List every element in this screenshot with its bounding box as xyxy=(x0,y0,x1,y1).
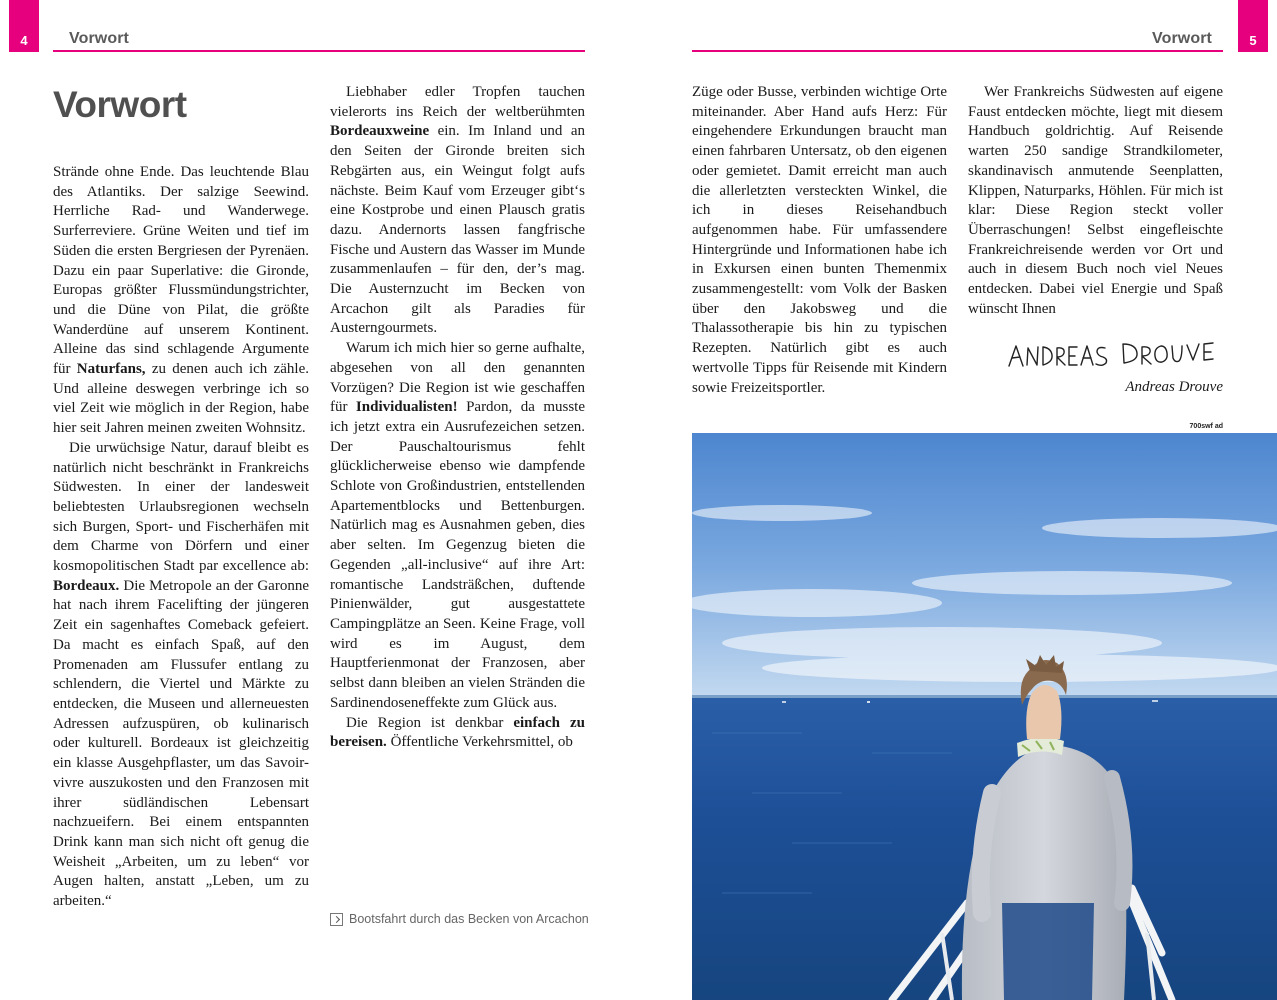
caption-text: Bootsfahrt durch das Becken von Arcachon xyxy=(349,912,589,926)
page-title: Vorwort xyxy=(53,84,187,125)
photo-credit: 700swf ad xyxy=(1189,423,1223,430)
text-column-4 xyxy=(968,83,1223,319)
running-head-right: Vorwort xyxy=(1152,30,1212,47)
page-number-right: 5 xyxy=(1249,33,1257,48)
paragraph: Warum ich mich hier so gerne aufhalte, abgesehen von all den genannten Vorzügen? Die Region ist wie geschaffen für Individualisten! Pardon, da musste ich jetzt extra ein Ausrufezeichen setzen. Der Pauschaltourismus fehlt glücklicherweise ebenso wie dampfende Schlote von Großindustrien, entstellenden Apartementblocks und Bettenburgen. Natürlich mag es Ausnahmen geben, dies aber selten. Im Gegenzug bieten die Gegenden „all-inclusive“ auf ihre Art: romantische Landsträßchen, duftende Pinienwälder, gut ausgestattete Campingplätze an Seen. Keine Frage, voll wird es im August, dem Hauptferienmonat der Franzosen, aber selbst dann bleiben an vielen Stränden die Sardinendoseneffekte zum Glück aus. xyxy=(330,340,585,711)
page-number-tab-left xyxy=(9,0,39,52)
paragraph: Züge oder Busse, verbinden wichtige Orte miteinander. Aber Hand aufs Herz: Für eingehendere Erkundungen braucht man einen fahrbaren Untersatz, ob den eigenen oder gemietet. Damit erreicht man auch die allerletzten versteckten Winkel, die ich in dieses Reisehandbuch aufgenommen habe. Für umfassendere Hintergründe und Informationen habe ich in Exkursen einen bunten Themenmix zusammengestellt: vom Volk der Basken über den Jakobsweg und die Thalassotherapie bis hin zu typischen Rezepten. Natürlich gibt es auch wertvolle Tipps für Reisende mit Kindern sowie Freizeitsportler. xyxy=(692,84,947,396)
paragraph: Liebhaber edler Tropfen tauchen vielerorts ins Reich der weltberühmten Bordeauxweine ein. Im Inland und an den Seiten der Gironde breiten sich Rebgärten aus, ein Weingut folgt aufs nächste. Beim Kauf vom Erzeuger gibt‘s eine Kostprobe und einen Plausch gratis dazu. Andernorts lassen fangfrische Fische und Austern das Wasser im Munde zusammenlaufen – für den, der’s mag. Die Austernzucht im Becken von Arcachon gilt als Paradies für Austerngourmets. xyxy=(330,84,585,337)
page-number-left: 4 xyxy=(20,33,28,48)
arrow-right-icon xyxy=(330,913,343,926)
paragraph: Wer Frankreichs Südwesten auf eigene Faust entdecken möchte, liegt mit diesem Handbuch goldrichtig. Auf Reisende warten 250 sandige Strandkilometer, skandinavisch anmutende Seenplatten, Klippen, Naturparks, Höhlen. Für mich ist klar: Diese Region steckt voller Überraschungen! Selbst eingefleischte Frankreichreisende werden vor Ort und auch in diesem Buch noch viel Neues entdecken. Dabei viel Energie und Spaß wünscht Ihnen xyxy=(968,84,1223,317)
bold-term: Individualisten! xyxy=(355,399,458,416)
header-rule-right xyxy=(692,50,1223,52)
bold-term: Bordeaux. xyxy=(53,577,120,594)
bold-term: einfach zu bereisen. xyxy=(330,714,585,751)
handwritten-signature xyxy=(1007,332,1227,370)
paragraph: Die Region ist denkbar einfach zu bereisen. Öffentliche Verkehrsmittel, ob xyxy=(330,714,585,751)
text-column-1 xyxy=(53,163,309,912)
running-head-left: Vorwort xyxy=(69,30,129,47)
header-rule-left xyxy=(53,50,585,52)
text-column-2 xyxy=(330,83,585,753)
signature-name: Andreas Drouve xyxy=(1125,379,1223,395)
bold-term: Bordeauxweine xyxy=(330,123,430,140)
text-column-3 xyxy=(692,83,947,398)
photo-caption xyxy=(330,912,589,926)
photo-illustration xyxy=(692,433,1277,1000)
paragraph: Die urwüchsige Natur, darauf bleibt es natürlich nicht beschränkt in Frankreichs Südwesten. In einer der landesweit beliebtesten Urlaubsregionen wechseln sich Burgen, Sport- und Fischerhäfen mit dem Charme von Dörfern und einer kosmopolitischen Stadt par excellence ab: Bordeaux. Die Metropole an der Garonne hat nach ihrem Facelifting der jüngeren Zeit ein sagenhaftes Comeback gefeiert. Da macht es einfach Spaß, auf den Promenaden am Flussufer entlang zu schlendern, die Viertel und Märkte zu entdecken, die Museen und allerneuesten Adressen aufzuspüren, ob kulinarisch oder kulturell. Bordeaux ist gleichzeitig ein klasse Ausgehpflaster, um das Savoir-vivre auszukosten und den Franzosen mit ihrer südländischen Lebensart nachzueifern. Bei einem entspannten Drink kann man sich nicht oft genug die Weisheit „Arbeiten, um zu leben“ vor Augen halten, anstatt „Leben, um zu arbeiten.“ xyxy=(53,439,309,910)
paragraph: Strände ohne Ende. Das leuchtende Blau des Atlantiks. Der salzige Seewind. Herrliche Rad- und Wanderwege. Surferreviere. Grüne Weiten und tief im Süden die ersten Bergriesen der Pyrenäen. Dazu ein paar Superlative: die Gironde, Europas größter Flussmündungstrichter, und die Düne von Pilat, die größte Wanderdüne auf unserem Kontinent. Alleine das sind schlagende Argumente für Naturfans, zu denen auch ich zähle. Und alleine deswegen verbringe ich so viel Zeit wie möglich in der Region, habe hier seit Jahren meinen zweiten Wohnsitz. xyxy=(53,164,309,437)
bold-term: Naturfans, xyxy=(76,361,146,378)
boat-trip-photo xyxy=(692,433,1277,1000)
page-number-tab-right xyxy=(1238,0,1268,52)
